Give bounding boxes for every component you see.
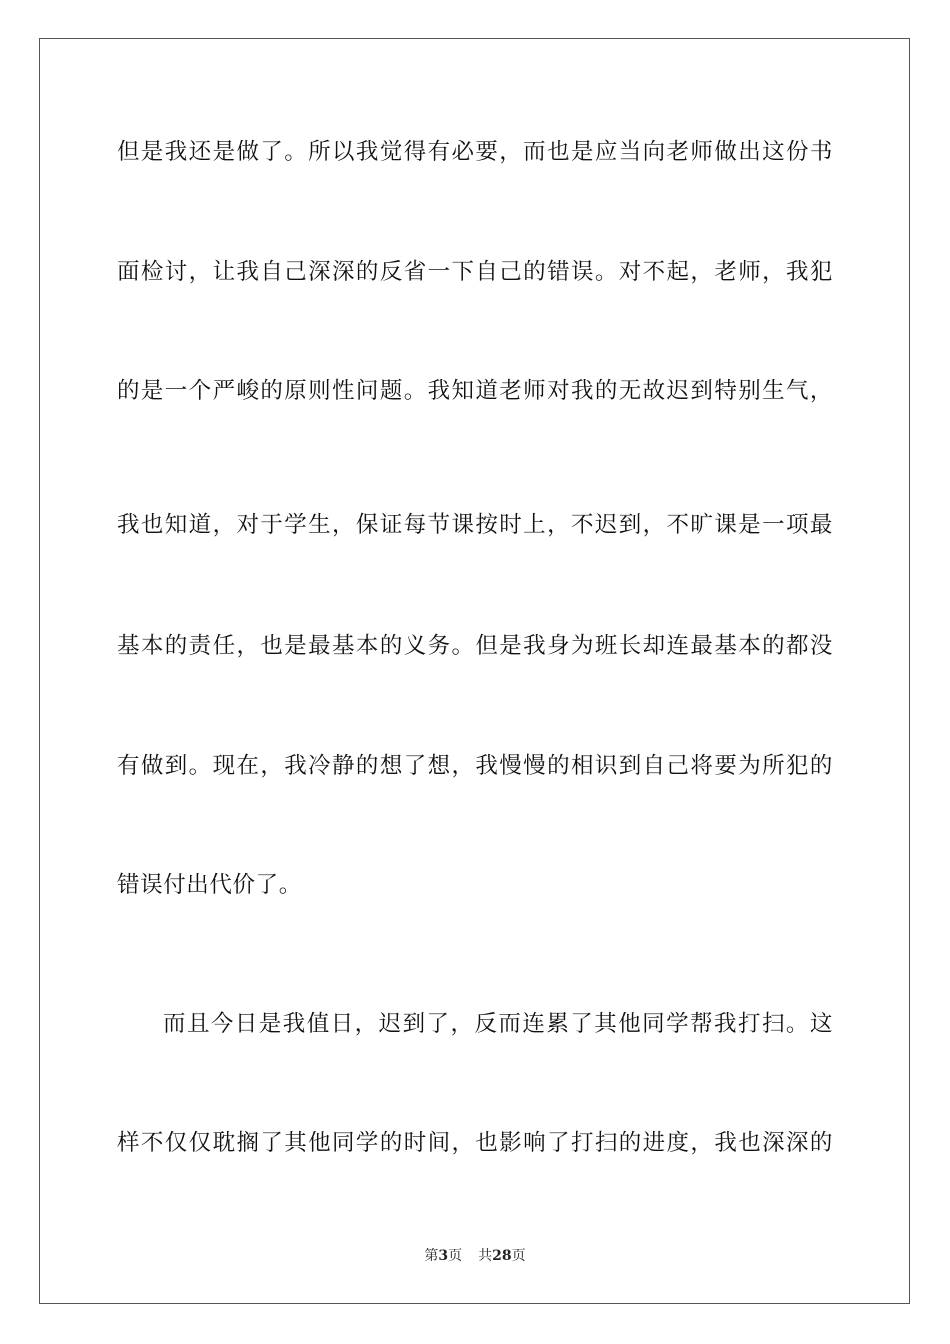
total-prefix: 共 (478, 1248, 493, 1264)
paragraph-line: 面检讨，让我自己深深的反省一下自己的错误。对不起，老师，我犯 (117, 259, 833, 285)
paragraph-line: 样不仅仅耽搁了其他同学的时间，也影响了打扫的进度，我也深深的 (117, 1130, 833, 1156)
paragraph-line: 的是一个严峻的原则性问题。我知道老师对我的无故迟到特别生气， (117, 378, 833, 404)
paragraph-line: 错误付出代价了。 (117, 872, 302, 898)
paragraph-line: 有做到。现在，我冷静的想了想，我慢慢的相识到自己将要为所犯的 (117, 753, 833, 779)
page-number: 3 (438, 1248, 449, 1264)
page-border (39, 38, 910, 1304)
paragraph-line: 而且今日是我值日，迟到了，反而连累了其他同学帮我打扫。这 (163, 1011, 833, 1037)
paragraph-line: 基本的责任，也是最基本的义务。但是我身为班长却连最基本的都没 (117, 633, 833, 659)
paragraph-line: 但是我还是做了。所以我觉得有必要，而也是应当向老师做出这份书 (117, 139, 833, 165)
paragraph-line: 我也知道，对于学生，保证每节课按时上，不迟到，不旷课是一项最 (117, 512, 833, 538)
page-suffix: 页 (448, 1248, 463, 1264)
total-suffix: 页 (511, 1248, 526, 1264)
total-pages: 28 (492, 1248, 512, 1264)
page-prefix: 第 (424, 1248, 439, 1264)
page-footer (0, 1246, 950, 1266)
